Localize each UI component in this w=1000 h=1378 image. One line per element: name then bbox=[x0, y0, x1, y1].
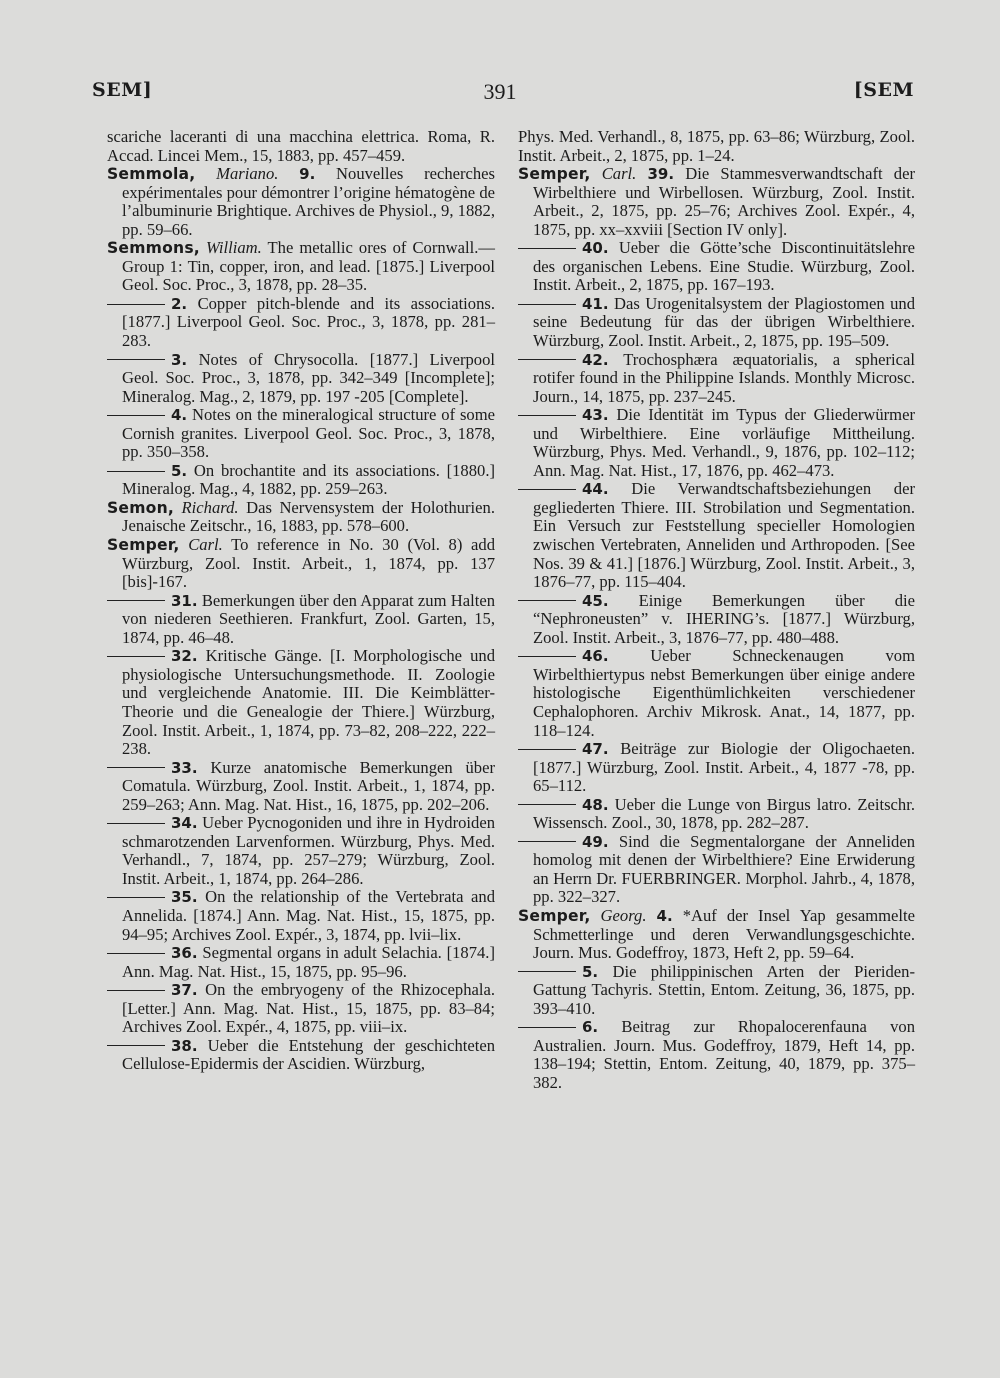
bibliography-entry bbox=[518, 740, 915, 796]
ditto-rule bbox=[518, 415, 576, 416]
author-given-name: William. bbox=[206, 238, 262, 258]
bibliography-entry bbox=[518, 647, 915, 740]
entry-number: 9. bbox=[299, 165, 316, 184]
entry-text: On the embryogeny of the Rhizocephala. [Letter.] Ann. Mag. Nat. Hist., 15, 1875, pp. 83–84; Archives Zool. Expér., 4, 1875, pp. viii–ix. bbox=[122, 980, 495, 1037]
running-head-left: SEM] bbox=[92, 79, 153, 101]
bibliography-entry bbox=[107, 295, 495, 351]
ditto-rule bbox=[518, 600, 576, 601]
ditto-rule bbox=[107, 953, 165, 954]
ditto-rule bbox=[107, 823, 165, 824]
entry-text: Nouvelles recherches expérimentales pour démontrer l’origine hématogène de l’albuminurie Brightique. Archives de Physiol., 9, 1882, pp. 59–66. bbox=[122, 164, 495, 239]
entry-number: 4. bbox=[656, 906, 673, 925]
bibliography-entry bbox=[518, 592, 915, 648]
entry-number: 40. bbox=[582, 239, 609, 258]
entry-text: Trochosphæra æquatorialis, a spherical rotifer found in the Philippine Islands. Monthly Microsc. Journ., 14, 1875, pp. 237–245. bbox=[533, 349, 915, 406]
bibliography-entry bbox=[107, 351, 495, 407]
bibliography-entry bbox=[107, 759, 495, 815]
entry-number: 5. bbox=[582, 962, 599, 981]
author-given-name: Carl. bbox=[601, 164, 637, 184]
ditto-rule bbox=[518, 656, 576, 657]
entry-text: Die philippinischen Arten der Pieriden-Gattung Tachyris. Stettin, Entom. Zeitung, 36, 1875, pp. 393–410. bbox=[533, 961, 915, 1018]
bibliography-entry bbox=[107, 1037, 495, 1074]
ditto-rule bbox=[107, 600, 165, 601]
entry-text: Einige Bemerkungen über die “Nephroneusten” v. IHERING’s. [1877.] Würzburg, Zool. Instit. Arbeit., 3, 1876–77, pp. 480–488. bbox=[533, 590, 915, 647]
entry-text: Die Identität im Typus der Gliederwürmer und Wirbelthiere. Eine vorläufige Mittheilung. Würzburg, Phys. Med. Verhandl., 9, 1876, pp. 102–112; Ann. Mag. Nat. Hist., 17, 1876, pp. 462–473. bbox=[533, 405, 915, 480]
ditto-rule bbox=[518, 359, 576, 360]
bibliography-entry bbox=[107, 128, 495, 165]
author-given-name: Carl. bbox=[188, 535, 223, 555]
ditto-rule bbox=[518, 304, 576, 305]
entry-number: 36. bbox=[171, 944, 198, 963]
entry-text: Beiträge zur Biologie der Oligochaeten. [1877.] Würzburg, Zool. Instit. Arbeit., 4, 1877 -78, pp. 65–112. bbox=[533, 739, 915, 796]
bibliography-entry bbox=[107, 944, 495, 981]
entry-text: Bemerkungen über den Apparat zum Halten von niederen Seethieren. Frankfurt, Zool. Garten, 15, 1874, pp. 46–48. bbox=[122, 590, 495, 647]
author-surname: Semper, bbox=[107, 536, 180, 555]
running-head bbox=[0, 79, 1000, 109]
entry-number: 48. bbox=[582, 795, 609, 814]
ditto-rule bbox=[107, 471, 165, 472]
ditto-rule bbox=[518, 749, 576, 750]
entry-text: Die Verwandtschaftsbeziehungen der gegliederten Thiere. III. Strobilation und Segmentation. Ein Versuch zur Feststellung specieller Homologien zwischen Vertebraten, Anneliden und Arthropoden. [See Nos. 39 & 41.] [1876.] Würzburg, Zool. Instit. Arbeit., 3, 1876–77, pp. 115–404. bbox=[533, 479, 915, 592]
author-surname: Semmola, bbox=[107, 165, 196, 184]
bibliography-entry bbox=[107, 814, 495, 888]
bibliography-entry bbox=[518, 907, 915, 963]
bibliography-entry bbox=[107, 462, 495, 499]
left-column bbox=[107, 128, 495, 1074]
bibliography-entry bbox=[518, 165, 915, 239]
ditto-rule bbox=[107, 1045, 165, 1046]
bibliography-entry bbox=[518, 963, 915, 1019]
entry-number: 46. bbox=[582, 647, 609, 666]
ditto-rule bbox=[107, 990, 165, 991]
entry-number: 31. bbox=[171, 591, 198, 610]
entry-number: 32. bbox=[171, 647, 198, 666]
author-surname: Semmons, bbox=[107, 239, 200, 258]
entry-number: 4. bbox=[171, 406, 188, 425]
entry-text: Sind die Segmentalorgane der Anneliden homolog mit denen der Wirbelthiere? Eine Erwiderung an Herrn Dr. FUERBRINGER. Morphol. Jahrb., 4, 1878, pp. 322–327. bbox=[533, 831, 915, 907]
entry-text: scariche laceranti di una macchina elettrica. Roma, R. Accad. Lincei Mem., 15, 1883, pp. 457–459. bbox=[107, 127, 495, 165]
entry-text: The metallic ores of Cornwall.—Group 1: Tin, copper, iron, and lead. [1875.] Liverpool Geol. Soc. Proc., 3, 1878, pp. 28–35. bbox=[122, 238, 495, 295]
entry-number: 49. bbox=[582, 832, 609, 851]
bibliography-entry bbox=[107, 499, 495, 536]
ditto-rule bbox=[107, 656, 165, 657]
author-given-name: Georg. bbox=[600, 905, 647, 925]
entry-number: 2. bbox=[171, 294, 188, 313]
entry-number: 5. bbox=[171, 461, 188, 480]
entry-text: On brochantite and its associations. [1880.] Mineralog. Mag., 4, 1882, pp. 259–263. bbox=[122, 460, 495, 499]
bibliography-entry bbox=[518, 295, 915, 351]
bibliography-entry bbox=[518, 351, 915, 407]
entry-number: 34. bbox=[171, 814, 198, 833]
bibliography-entry bbox=[107, 406, 495, 462]
entry-number: 39. bbox=[647, 165, 675, 184]
bibliography-entry bbox=[107, 888, 495, 944]
ditto-rule bbox=[107, 359, 165, 360]
right-column bbox=[518, 128, 915, 1092]
entry-number: 37. bbox=[171, 981, 198, 1000]
entry-number: 47. bbox=[582, 740, 609, 759]
entry-number: 35. bbox=[171, 888, 198, 907]
entry-text: *Auf der Insel Yap gesammelte Schmetterlinge und deren Verwandlungsgeschichte. Journ. Mus. Godeffroy, 1873, Heft 2, pp. 59–64. bbox=[533, 905, 915, 963]
author-surname: Semon, bbox=[107, 498, 174, 517]
entry-text: Kurze anatomische Bemerkungen über Comatula. Würzburg, Zool. Instit. Arbeit., 1, 1874, pp. 259–263; Ann. Mag. Nat. Hist., 16, 1875, pp. 202–206. bbox=[122, 757, 495, 814]
entry-text: Phys. Med. Verhandl., 8, 1875, pp. 63–86; Würzburg, Zool. Instit. Arbeit., 2, 1875, pp. 1–24. bbox=[518, 127, 915, 165]
entry-number: 6. bbox=[582, 1018, 599, 1037]
bibliography-entry bbox=[518, 128, 915, 165]
entry-text: Ueber die Lunge von Birgus latro. Zeitschr. Wissensch. Zool., 30, 1878, pp. 282–287. bbox=[533, 794, 915, 833]
entry-text: Ueber die Entstehung der geschichteten Cellulose-Epidermis der Ascidien. Würzburg, bbox=[122, 1035, 495, 1074]
entry-text: On the relationship of the Vertebrata and Annelida. [1874.] Ann. Mag. Nat. Hist., 15, 1875, pp. 94–95; Archives Zool. Expér., 3, 1874, pp. lvii–lix. bbox=[122, 887, 495, 944]
bibliography-entry bbox=[107, 165, 495, 239]
entry-text: Kritische Gänge. [I. Morphologische und physiologische Untersuchungsmethode. II. Zoologie und vergleichende Anatomie. III. Die Keimblätter-Theorie und die Genealogie der Thiere.] Würzburg, Zool. Instit. Arbeit., 1, 1874, pp. 73–82, 208–222, 222–238. bbox=[122, 646, 495, 759]
bibliography-entry bbox=[518, 1018, 915, 1092]
entry-text: Beitrag zur Rhopalocerenfauna von Australien. Journ. Mus. Godeffroy, 1879, Heft 14, pp. 138–194; Stettin, Entom. Zeitung, 40, 1879, pp. 375–382. bbox=[533, 1017, 915, 1092]
entry-number: 44. bbox=[582, 480, 609, 499]
entry-text: Ueber die Götte’sche Discontinuitätslehre des organischen Lebens. Eine Studie. Würzburg, Zool. Instit. Arbeit., 2, 1875, pp. 167–193. bbox=[533, 238, 915, 295]
entry-text: Ueber Schneckenaugen vom Wirbelthiertypus nebst Bemerkungen über einige andere histologische Eigenthümlichkeiten verschiedener Cephalophoren. Archiv Mikrosk. Anat., 14, 1877, pp. 118–124. bbox=[533, 646, 915, 740]
bibliography-entry bbox=[518, 239, 915, 295]
entry-number: 42. bbox=[582, 350, 609, 369]
entry-text: Die Stammesverwandtschaft der Wirbelthiere und Wirbellosen. Würzburg, Zool. Instit. Arbeit., 2, 1875, pp. 25–76; Archives Zool. Expér., 4, 1875, pp. xx–xxviii [Section IV only]. bbox=[533, 164, 915, 239]
running-head-right: [SEM bbox=[853, 79, 914, 101]
page-number: 391 bbox=[483, 79, 517, 104]
ditto-rule bbox=[518, 1027, 576, 1028]
entry-number: 33. bbox=[171, 758, 198, 777]
entry-text: Ueber Pycnogoniden und ihre in Hydroiden schmarotzenden Larvenformen. Würzburg, Phys. Med. Verhandl., 7, 1874, pp. 257–279; Würzburg, Zool. Instit. Arbeit., 1, 1874, pp. 264–286. bbox=[122, 813, 495, 888]
entry-text: Das Nervensystem der Holothurien. Jenaische Zeitschr., 16, 1883, pp. 578–600. bbox=[122, 497, 495, 536]
entry-text: Notes of Chrysocolla. [1877.] Liverpool Geol. Soc. Proc., 3, 1878, pp. 342–349 [Incomplete]; Mineralog. Mag., 2, 1879, pp. 197 -205 [Complete]. bbox=[122, 349, 495, 406]
bibliography-entry bbox=[107, 536, 495, 592]
author-given-name: Mariano. bbox=[216, 164, 279, 184]
entry-text: Das Urogenitalsystem der Plagiostomen und seine Bedeutung für das der übrigen Wirbelthiere. Würzburg, Zool. Instit. Arbeit., 2, 1875, pp. 195–509. bbox=[533, 293, 915, 351]
bibliography-entry bbox=[107, 239, 495, 295]
ditto-rule bbox=[107, 897, 165, 898]
ditto-rule bbox=[518, 841, 576, 842]
bibliography-entry bbox=[107, 981, 495, 1037]
author-surname: Semper, bbox=[518, 165, 591, 184]
bibliography-entry bbox=[518, 480, 915, 591]
author-surname: Semper, bbox=[518, 906, 591, 925]
ditto-rule bbox=[518, 489, 576, 490]
entry-text: To reference in No. 30 (Vol. 8) add Würzburg, Zool. Instit. Arbeit., 1, 1874, pp. 137 [bis]-167. bbox=[122, 535, 495, 592]
entry-text: Notes on the mineralogical structure of some Cornish granites. Liverpool Geol. Soc. Proc., 3, 1878, pp. 350–358. bbox=[122, 405, 495, 462]
entry-number: 43. bbox=[582, 406, 609, 425]
ditto-rule bbox=[518, 248, 576, 249]
entry-number: 3. bbox=[171, 350, 188, 369]
ditto-rule bbox=[518, 804, 576, 805]
entry-text: Segmental organs in adult Selachia. [1874.] Ann. Mag. Nat. Hist., 15, 1875, pp. 95–96. bbox=[122, 943, 495, 981]
ditto-rule bbox=[107, 304, 165, 305]
bibliography-entry bbox=[107, 592, 495, 648]
bibliography-entry bbox=[518, 833, 915, 907]
entry-text: Copper pitch-blende and its associations. [1877.] Liverpool Geol. Soc. Proc., 3, 1878, pp. 281–283. bbox=[122, 293, 495, 351]
entry-number: 41. bbox=[582, 294, 609, 313]
bibliography-entry bbox=[107, 647, 495, 758]
entry-number: 45. bbox=[582, 591, 609, 610]
ditto-rule bbox=[107, 415, 165, 416]
entry-number: 38. bbox=[171, 1036, 198, 1055]
ditto-rule bbox=[107, 767, 165, 768]
bibliography-entry bbox=[518, 406, 915, 480]
ditto-rule bbox=[518, 971, 576, 972]
bibliography-entry bbox=[518, 796, 915, 833]
author-given-name: Richard. bbox=[181, 497, 239, 517]
